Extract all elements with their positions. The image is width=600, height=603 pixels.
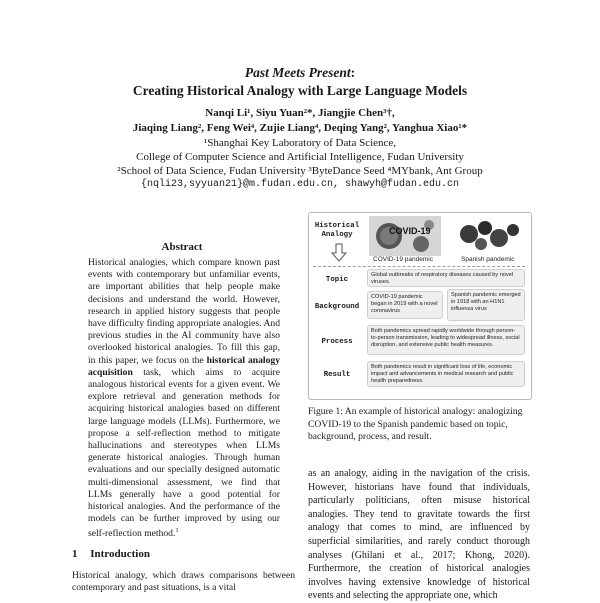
figure-header-label: Historical Analogy	[314, 222, 360, 239]
intro-heading-text: Introduction	[90, 548, 150, 560]
intro-body: Historical analogy, which draws comparisons between contemporary and past situations, is a vital	[72, 570, 295, 594]
paper-title-line1	[0, 64, 600, 81]
affiliation-line1: ¹Shanghai Key Laboratory of Data Science,	[203, 137, 397, 149]
background-spanish-text: Spanish pandemic emerged in 1918 with an H1N1 influenza virus	[447, 289, 525, 321]
intro-heading-number: 1	[72, 548, 78, 560]
row-label-process: Process	[321, 338, 353, 346]
authors-line2: Jiaqing Liang², Feng Wei⁴, Zujie Liang⁴, Deqing Yang², Yanghua Xiao¹*	[132, 122, 468, 134]
paper-title-line2: Creating Historical Analogy with Large Language Models	[132, 83, 468, 98]
result-text: Both pandemics result in significant loss of life, economic impact and advancements in medical research and public health preparedness.	[367, 361, 525, 387]
intro-heading	[72, 548, 150, 560]
figure-caption: Figure 1: An example of historical analogy: analogizing COVID-19 to the Spanish pandemic based on topic, background, process, and result.	[308, 406, 523, 442]
title-main: Past Meets Present	[244, 65, 351, 80]
spanish-virus-image	[455, 218, 525, 254]
row-label-result: Result	[323, 371, 351, 379]
abstract-footnote-mark: 1	[175, 527, 179, 535]
abstract-body	[88, 257, 280, 541]
abstract-text-part2: task, which aims to acquire analogous historical events for a given event. We explore retrieval and generation methods for acquiring historical analogies based on different large language models (LLMs). Furthermore, we propose a self-reflection method to mitigate hallucinations and stereotypes when LLMs generate historical analogies. Through human evaluations and our specially designed automatic multi-dimensional assessment, we find that LLMs generally have a good potential for historical analogies. And the performance of the models can be further improved by using our self-reflection method.	[88, 366, 280, 540]
right-column-body: as an analogy, aiding in the navigation of the crisis. However, historians have found that individuals, particularly politicians, often misuse historical analogies. They tend to gravitate towards the first analogy that comes to mind, are influenced by superficial similarities, and rarely conduct thorough analyses (Ghilani et al., 2017; Khong, 2020). Furthermore, the creation of historical analogies involves having extensive knowledge of historical events and selecting the appropriate one, which	[308, 468, 530, 602]
covid-virus-image	[369, 216, 441, 256]
down-arrow-icon	[331, 243, 347, 263]
covid-caption: COVID-19 pandemic	[373, 256, 433, 263]
row-label-background: Background	[314, 303, 360, 311]
title-colon: :	[350, 65, 356, 80]
authors-line1: Nanqi Li¹, Siyu Yuan²*, Jiangjie Chen³†,	[205, 107, 395, 119]
figure-1	[308, 212, 532, 400]
affiliation-line3: ²School of Data Science, Fudan University ³ByteDance Seed ⁴MYbank, Ant Group	[117, 165, 483, 177]
process-text: Both pandemics spread rapidly worldwide through person-to-person transmission, leading to widespread illness, social disruption, and extensive public health measures.	[367, 325, 525, 355]
spanish-caption: Spanish pandemic	[461, 256, 515, 263]
row-label-topic: Topic	[325, 276, 349, 284]
abstract-text-part1: Historical analogies, which compare known past events with contemporary but unfamiliar events, are important abilities that help people make decisions and understand the world. However, research in applied history suggests that people have difficulty finding appropriate analogies. And previous studies in the AI community have also overlooked historical analogies. To fill this gap, in this paper, we focus on the	[88, 257, 280, 366]
header-divider	[313, 266, 525, 267]
abstract-task-name: historical analogy acquisition	[88, 354, 280, 378]
covid-label: COVID-19	[389, 226, 431, 236]
background-covid-text: COVID-19 pandemic began in 2019 with a novel coronavirus	[367, 291, 443, 319]
abstract-heading: Abstract	[161, 241, 203, 253]
topic-text: Global outbreaks of respiratory diseases caused by novel viruses.	[367, 269, 525, 287]
affiliation-line2: College of Computer Science and Artificial Intelligence, Fudan University	[136, 151, 464, 163]
author-emails: {nqli23,syyuan21}@m.fudan.edu.cn, shawyh@fudan.edu.cn	[140, 179, 460, 190]
